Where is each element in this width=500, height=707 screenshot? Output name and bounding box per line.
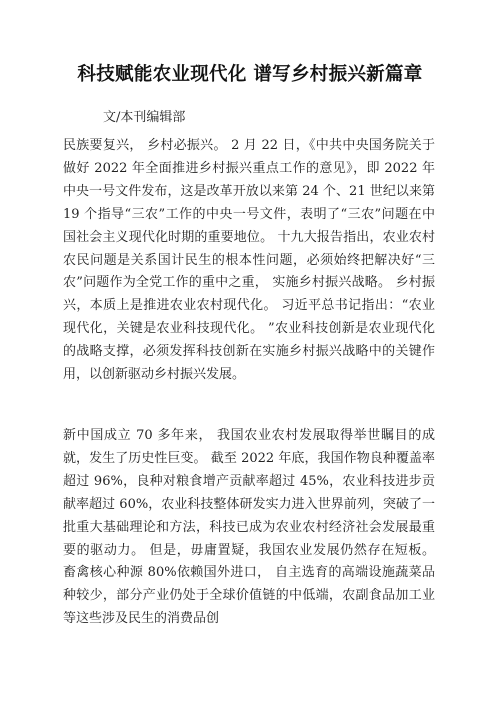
document-title: 科技赋能农业现代化 谱写乡村振兴新篇章: [77, 64, 423, 85]
paragraph: 民族要复兴， 乡村必振兴。 2 月 22 日，《中共中央国务院关于做好 2022 年全面推进乡村振兴重点工作的意见》，即 2022 年中央一号文件发布，这是改革开放以来第 24 个、21 世纪以来第 19 个指导“三农”工作的中央一号文件，表明了“三农”问题在中国社会主义现代化时期的重要地位。 十九大报告指出，农业农村农民问题是关系国计民生的根本性问题，必须始终把解决好“三农”问题作为全党工作的重中之重， 实施乡村振兴战略。 乡村振兴，本质上是推进农业农村现代化。 习近平总书记指出：“农业现代化，关键是农业科技现代化。 ”农业科技创新是农业现代化的战略支撑，必须发挥科技创新在实施乡村振兴战略中的关键作用，以创新驱动乡村振兴发展。: [63, 138, 435, 383]
paragraph: 新中国成立 70 多年来， 我国农业农村发展取得举世瞩目的成就，发生了历史性巨变。 截至 2022 年底，我国作物良种覆盖率超过 96%，良种对粮食增产贡献率超过 45%，农业科技进步贡献率超过 60%，农业科技整体研发实力进入世界前列，突破了一批重大基础理论和方法，科技已成为农业农村经济社会发展最重要的驱动力。 但是，毋庸置疑，我国农业发展仍然存在短板。 畜禽核心种源 80%依赖国外进口， 自主选育的高端设施蔬菜品种较少，部分产业仍处于全球价值链的中低端，农副食品加工业等这些涉及民生的消费品创: [63, 428, 435, 627]
author-byline: 文/本刊编辑部: [103, 110, 186, 125]
